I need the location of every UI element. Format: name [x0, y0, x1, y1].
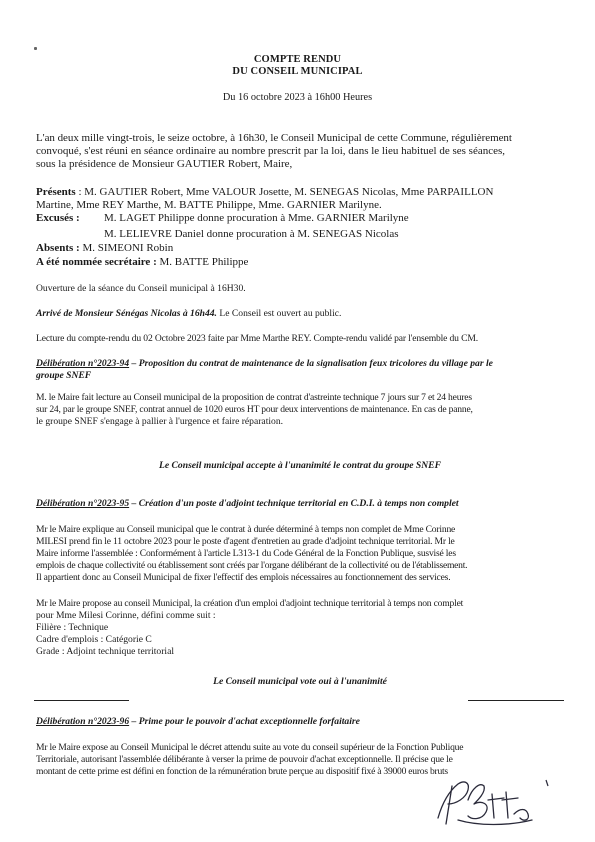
minutes-approval-line: Lecture du compte-rendu du 02 Octobre 2023 faite par Mme Marthe REY. Compte-rendu validé par l'ensemble du CM.: [36, 333, 478, 344]
opening-line: Ouverture de la séance du Conseil municipal à 16H30.: [36, 283, 246, 294]
intro-line-1: L'an deux mille vingt-trois, le seize octobre, à 16h30, le Conseil Municipal de cette Commune, régulièrement: [36, 132, 512, 144]
presents-label: Présents: [36, 186, 76, 198]
separator-rule-right: [468, 700, 564, 701]
delib-95-p1-line-5: Il appartient donc au Conseil Municipal de fixer l'effectif des emplois nécessaires au fonctionnement des services.: [36, 572, 451, 583]
absents-label: Absents :: [36, 242, 80, 254]
arrival-line: [36, 308, 341, 320]
presents-line-1: [36, 186, 566, 199]
excuses-line-1: M. LAGET Philippe donne procuration à Mme. GARNIER Marilyne: [104, 212, 409, 224]
absents-line: [36, 242, 173, 255]
delib-94-body-line-2: sur 24, par le groupe SNEF, contrat annuel de 1020 euros HT pour deux interventions de maintenance. En cas de panne,: [36, 404, 473, 415]
delib-96-subject: – Prime pour le pouvoir d'achat exceptionnelle forfaitaire: [129, 716, 360, 727]
delib-95-cadre: Cadre d'emplois : Catégorie C: [36, 634, 152, 645]
signature-image: [428, 774, 562, 830]
delib-95-p2-line-2: pour Mme Milesi Corinne, défini comme suit :: [36, 610, 216, 621]
delib-96-body-line-1: Mr le Maire expose au Conseil Municipal le décret attendu suite au vote du conseil supérieur de la Fonction Publique: [36, 742, 464, 753]
document-title-line1: COMPTE RENDU: [253, 54, 342, 65]
delib-95-title: [36, 498, 459, 509]
presents-line-2: Martine, Mme REY Marthe, M. BATTE Philippe, Mme. GARNIER Marilyne.: [36, 199, 382, 211]
intro-line-3: sous la présidence de Monsieur GAUTIER Robert, Maire,: [36, 158, 293, 170]
delib-94-body-line-1: M. le Maire fait lecture au Conseil municipal de la proposition de contrat d'astreinte technique 7 jours sur 7 et 24 heures: [36, 392, 472, 403]
excuses-label: Excusés :: [36, 212, 80, 224]
delib-94-conclusion: Le Conseil municipal accepte à l'unanimité le contrat du groupe SNEF: [159, 460, 441, 471]
delib-95-subject: – Création d'un poste d'adjoint technique territorial en C.D.I. à temps non complet: [129, 498, 459, 509]
delib-95-p2-line-1: Mr le Maire propose au conseil Municipal, la création d'un emploi d'adjoint technique territorial à temps non complet: [36, 598, 464, 609]
delib-95-conclusion: Le Conseil municipal vote oui à l'unanimité: [213, 676, 387, 687]
delib-94-body-line-3: le groupe SNEF s'engage à pallier à l'urgence et faire réparation.: [36, 416, 284, 427]
delib-94-title-line-2: groupe SNEF: [36, 370, 92, 381]
secretary-label: A été nommée secrétaire :: [36, 256, 157, 268]
presents-names-1: : M. GAUTIER Robert, Mme VALOUR Josette, M. SENEGAS Nicolas, Mme PARPAILLON: [75, 186, 494, 198]
delib-96-title: [36, 716, 360, 727]
separator-rule-left: [34, 700, 129, 701]
delib-95-number: Délibération n°2023-95: [36, 498, 130, 509]
delib-94-subject: – Proposition du contrat de maintenance de la signalisation feux tricolores du village par le: [129, 358, 493, 369]
delib-96-body-line-3: montant de cette prime est défini en fonction de la rémunération brute perçue au dispositif fixé à 39000 euros bruts: [36, 766, 448, 777]
excuses-line-2: M. LELIEVRE Daniel donne procuration à M. SENEGAS Nicolas: [104, 228, 399, 240]
absents-names: M. SIMEONI Robin: [79, 242, 174, 254]
document-title-line2: DU CONSEIL MUNICIPAL: [232, 66, 363, 77]
delib-95-p1-line-3: Maire informe l'assemblée : Conformément à l'article L313-1 du Code Général de la Fonction Publique, susvisé les: [36, 548, 456, 559]
delib-95-filiere: Filière : Technique: [36, 622, 109, 633]
public-session-text: Le Conseil est ouvert au public.: [216, 308, 342, 319]
arrival-text: Arrivé de Monsieur Sénégas Nicolas à 16h44.: [36, 308, 217, 319]
meeting-date: Du 16 octobre 2023 à 16h00 Heures: [222, 92, 373, 103]
delib-95-p1-line-4: emplois de chaque collectivité ou établissement sont créés par l'organe délibérant de la collectivité ou de l'établissement.: [36, 560, 468, 571]
delib-95-grade: Grade : Adjoint technique territorial: [36, 646, 174, 657]
delib-94-number: Délibération n°2023-94: [36, 358, 130, 369]
secretary-name: M. BATTE Philippe: [156, 256, 249, 268]
intro-line-2: convoqué, s'est réuni en séance ordinaire au nombre prescrit par la loi, dans le lieu habituel de ses séances,: [36, 145, 506, 157]
delib-95-p1-line-1: Mr le Maire explique au Conseil municipal que le contrat à durée déterminé à temps non complet de Mme Corinne: [36, 524, 456, 535]
scan-speck: [34, 47, 37, 50]
delib-96-body-line-2: Territoriale, autorisant l'assemblée délibérante à verser la prime de pouvoir d'achat exceptionnelle. Il précise que le: [36, 754, 453, 765]
delib-95-p1-line-2: MILESI prend fin le 11 octobre 2023 pour le poste d'agent d'entretien au grade d'adjoint technique territorial. Mr le: [36, 536, 455, 547]
delib-94-title-line-1: [36, 358, 493, 369]
delib-96-number: Délibération n°2023-96: [36, 716, 130, 727]
secretary-line: [36, 256, 248, 269]
